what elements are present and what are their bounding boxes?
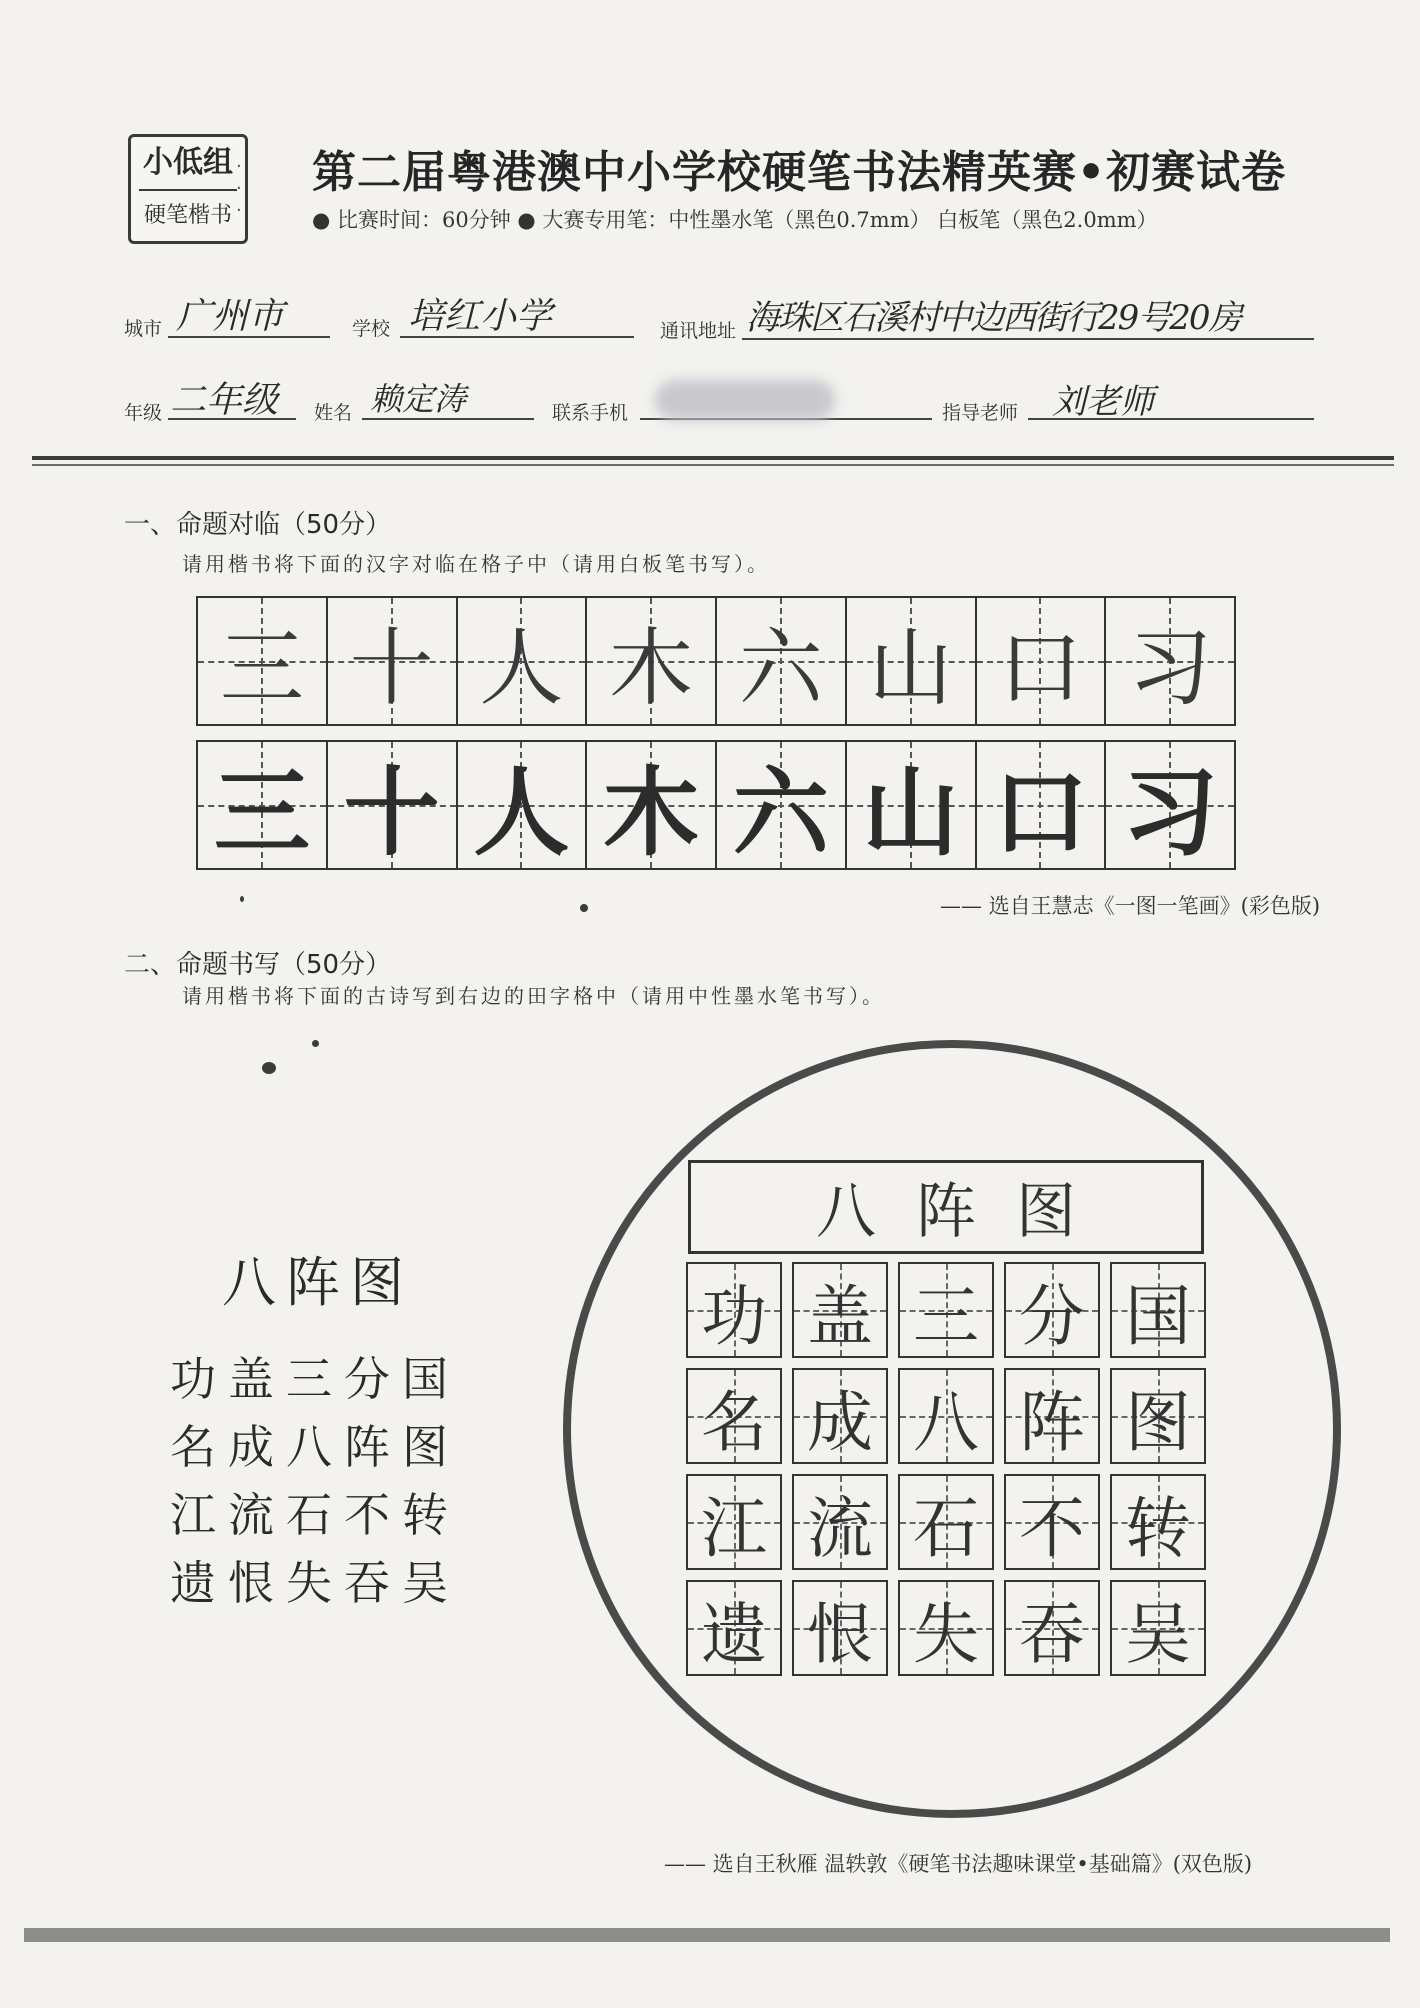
model-char: 木	[603, 756, 700, 869]
tian-cell	[1110, 1262, 1206, 1358]
tian-cell	[898, 1580, 994, 1676]
tian-cell	[686, 1580, 782, 1676]
grid-char: 吞	[1019, 1595, 1085, 1673]
ink-speck	[262, 1062, 276, 1074]
tian-cell	[686, 1262, 782, 1358]
grid-char: 分	[1019, 1277, 1085, 1355]
phone-redacted	[655, 380, 835, 420]
tian-cell	[686, 1368, 782, 1464]
grid-char: 转	[1125, 1489, 1191, 1567]
grade-value: 二年级	[170, 380, 279, 421]
tian-cell	[1004, 1262, 1100, 1358]
phone-label: 联系手机	[552, 402, 629, 424]
grid-cell	[587, 598, 717, 724]
handwritten-char: 木	[609, 618, 694, 717]
group-badge	[128, 134, 248, 244]
handwritten-char: 山	[868, 618, 953, 717]
bottom-bar	[24, 1928, 1390, 1942]
ink-speck	[240, 896, 244, 902]
grid-char: 恨	[807, 1595, 873, 1673]
handwritten-char: 十	[349, 618, 434, 717]
grid-char: 江	[701, 1489, 767, 1567]
poem-line: 遗恨失吞吴	[170, 1556, 460, 1610]
grid-cell	[1106, 598, 1234, 724]
poem-model	[170, 1240, 460, 1617]
poem-line: 功盖三分国	[170, 1352, 460, 1406]
grid-char: 图	[1125, 1383, 1191, 1461]
name-value: 赖定涛	[370, 380, 467, 418]
tian-cell	[792, 1262, 888, 1358]
section1-credit: —— 选自王慧志《一图一笔画》(彩色版)	[940, 894, 1321, 918]
tian-cell	[792, 1368, 888, 1464]
ink-speck	[312, 1040, 319, 1047]
section2-heading: 二、命题书写（50分）	[124, 950, 392, 980]
grid-char: 遗	[701, 1595, 767, 1673]
tian-cell	[1110, 1580, 1206, 1676]
grid-char: 失	[913, 1595, 979, 1673]
grid-cell	[328, 598, 458, 724]
grid-char: 石	[913, 1489, 979, 1567]
grid-char: 国	[1125, 1277, 1191, 1355]
model-char: 口	[992, 756, 1089, 869]
model-char: 人	[473, 756, 570, 869]
tian-cell	[898, 1368, 994, 1464]
poem-title: 八阵图	[222, 1251, 414, 1314]
grid-cell	[847, 742, 977, 868]
grid-char: 阵	[1019, 1383, 1085, 1461]
city-label: 城市	[124, 318, 163, 340]
address-label: 通讯地址	[660, 320, 737, 342]
section2-credit: —— 选自王秋雁 温轶敦《硬笔书法趣味课堂•基础篇》(双色版)	[664, 1852, 1253, 1876]
handwritten-char: 习	[1128, 618, 1213, 717]
grid-char: 八	[913, 1383, 979, 1461]
address-value: 海珠区石溪村中边西街行29号20房	[746, 298, 1241, 338]
grid-char: 成	[807, 1383, 873, 1461]
page-subtitle: ● 比赛时间：60分钟 ● 大赛专用笔：中性墨水笔（黑色0.7mm） 白板笔（黑色2.0mm）	[312, 208, 1158, 232]
model-char: 六	[732, 756, 829, 869]
grid-cell	[198, 742, 328, 868]
grade-label: 年级	[124, 402, 163, 424]
grid-char: 三	[913, 1277, 979, 1355]
tian-cell	[792, 1474, 888, 1570]
grid-cell	[1106, 742, 1234, 868]
section2-instruction: 请用楷书将下面的古诗写到右边的田字格中（请用中性墨水笔书写）。	[182, 984, 885, 1008]
grid-cell	[717, 598, 847, 724]
model-char: 三	[213, 756, 310, 869]
grid-char: 名	[701, 1383, 767, 1461]
badge-dots: · · ·	[236, 156, 242, 221]
tian-cell	[792, 1580, 888, 1676]
model-char: 山	[862, 756, 959, 869]
grid-char: 功	[701, 1277, 767, 1355]
grid-cell	[847, 598, 977, 724]
handwritten-char: 人	[479, 618, 564, 717]
poem-line: 名成八阵图	[170, 1420, 460, 1474]
copy-grid-handwritten	[196, 596, 1236, 726]
handwritten-char: 口	[998, 618, 1083, 717]
tian-cell	[1004, 1474, 1100, 1570]
tian-cell	[1110, 1368, 1206, 1464]
handwritten-char: 六	[738, 618, 823, 717]
ink-speck	[580, 904, 588, 912]
grid-poem-title: 八阵图	[688, 1160, 1204, 1254]
badge-group-label: 小低组	[139, 137, 237, 191]
grid-char: 不	[1019, 1489, 1085, 1567]
header-rule	[32, 456, 1394, 460]
grid-cell	[977, 598, 1107, 724]
model-char: 十	[343, 756, 440, 869]
grid-char: 流	[807, 1489, 873, 1567]
tian-grid	[686, 1262, 1206, 1676]
name-label: 姓名	[314, 402, 353, 424]
grid-cell	[587, 742, 717, 868]
teacher-value: 刘老师	[1052, 382, 1154, 422]
school-value: 培红小学	[408, 296, 553, 337]
tian-cell	[686, 1474, 782, 1570]
copy-grid-model	[196, 740, 1236, 870]
tian-cell	[1004, 1580, 1100, 1676]
grid-cell	[328, 742, 458, 868]
tian-cell	[898, 1262, 994, 1358]
tian-cell	[898, 1474, 994, 1570]
model-char: 习	[1122, 756, 1219, 869]
tian-cell	[1110, 1474, 1206, 1570]
city-value: 广州市	[176, 296, 285, 337]
section1-instruction: 请用楷书将下面的汉字对临在格子中（请用白板笔书写）。	[182, 552, 770, 576]
grid-cell	[458, 598, 588, 724]
header-rule-thin	[32, 464, 1394, 466]
page-title: 第二届粤港澳中小学校硬笔书法精英赛•初赛试卷	[312, 147, 1287, 198]
grid-char: 吴	[1125, 1595, 1191, 1673]
teacher-label: 指导老师	[942, 402, 1019, 424]
tian-cell	[1004, 1368, 1100, 1464]
section1-heading: 一、命题对临（50分）	[124, 510, 392, 540]
grid-char: 盖	[807, 1277, 873, 1355]
school-label: 学校	[352, 318, 391, 340]
poem-line: 江流石不转	[170, 1488, 460, 1542]
grid-cell	[198, 598, 328, 724]
handwritten-char: 三	[219, 618, 304, 717]
grid-cell	[977, 742, 1107, 868]
grid-cell	[458, 742, 588, 868]
grid-cell	[717, 742, 847, 868]
badge-style-label: 硬笔楷书	[143, 203, 232, 228]
